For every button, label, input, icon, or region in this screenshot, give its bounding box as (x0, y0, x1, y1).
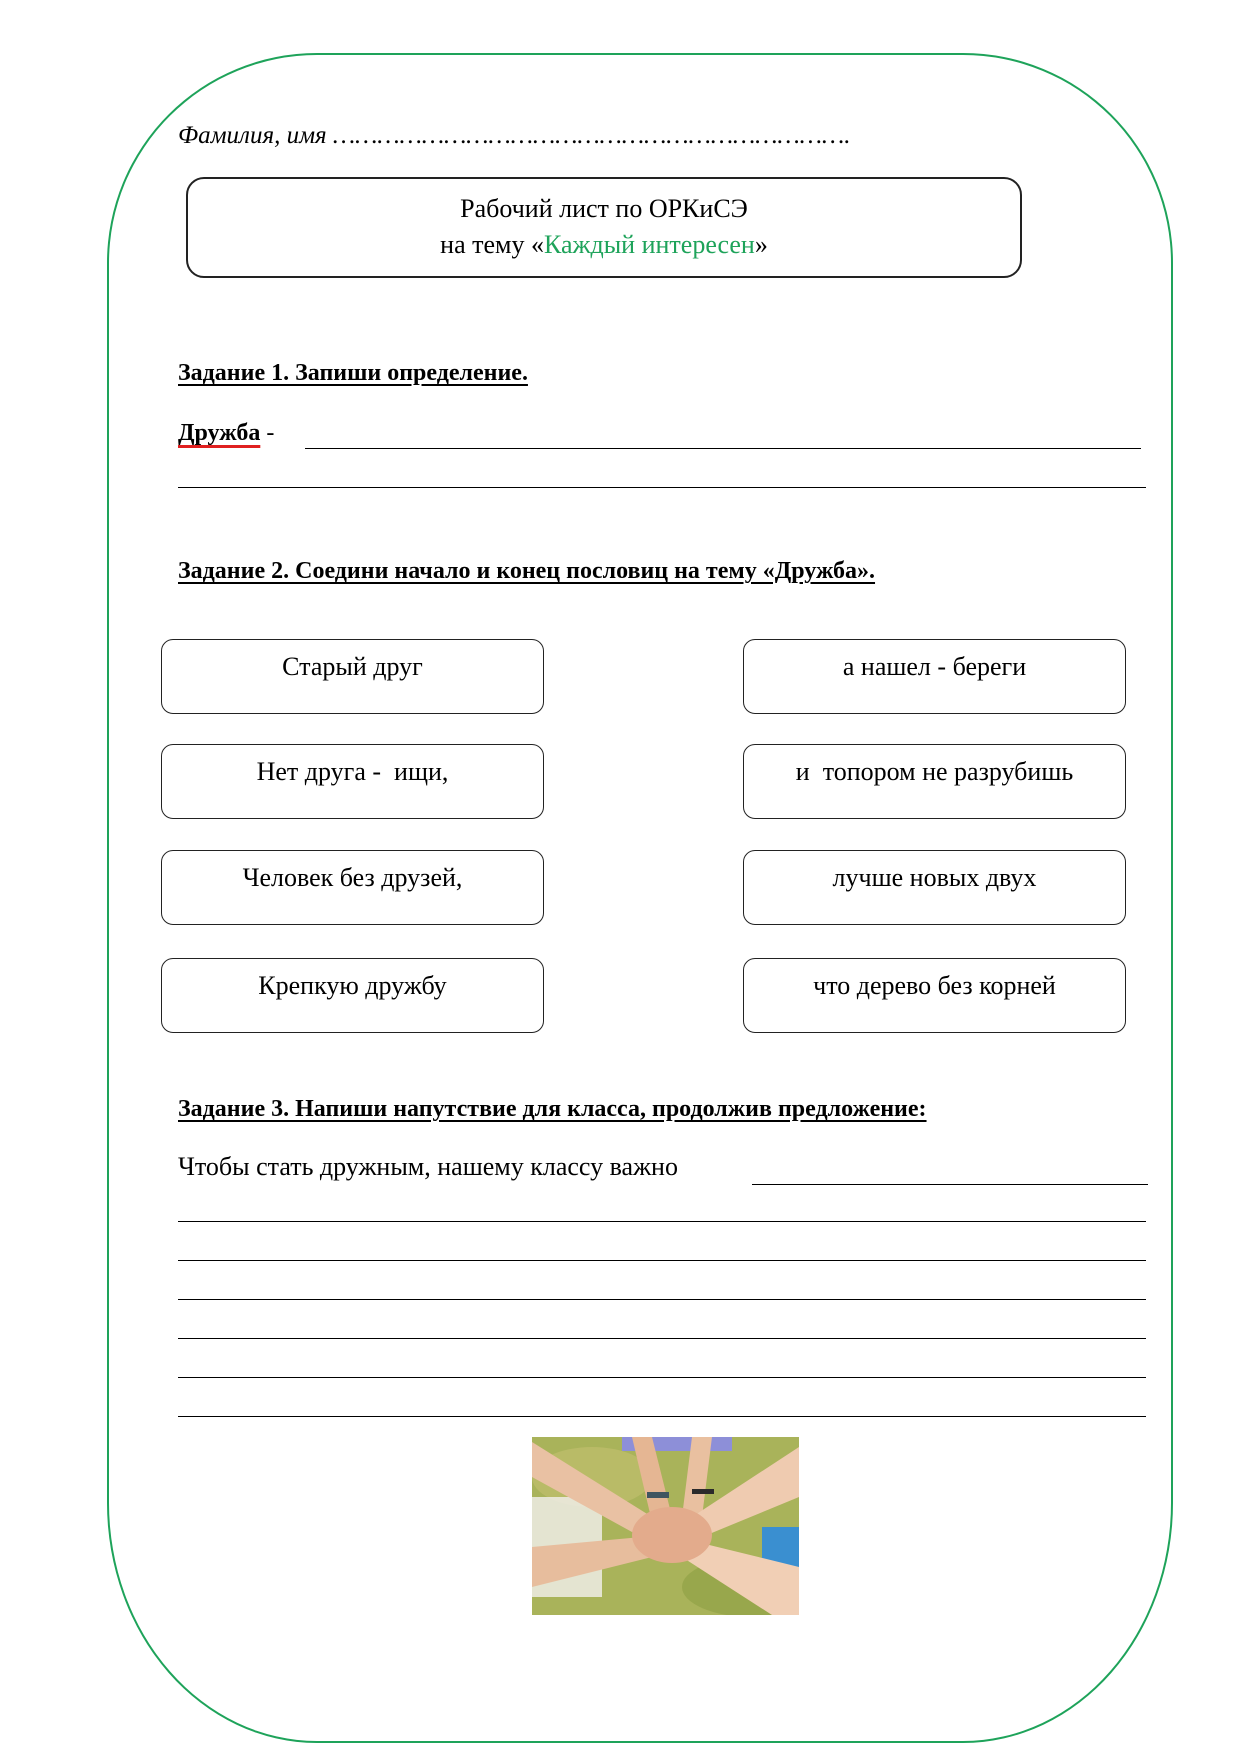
name-label: Фамилия, имя (178, 122, 327, 149)
title-suffix: » (754, 230, 768, 259)
prompt-sentence: Чтобы стать дружным, нашему классу важно (178, 1152, 678, 1181)
answer-line[interactable] (178, 1416, 1146, 1417)
proverb-end-box[interactable]: а нашел - береги (743, 639, 1126, 714)
name-dots: ……………………………………………………………. (332, 122, 851, 149)
answer-line[interactable] (178, 487, 1146, 488)
answer-line[interactable] (752, 1184, 1148, 1185)
answer-line[interactable] (305, 448, 1141, 449)
answer-line[interactable] (178, 1377, 1146, 1378)
proverb-start-box[interactable]: Нет друга - ищи, (161, 744, 544, 819)
task3-heading: Задание 3. Напиши напутствие для класса, продолжив предложение: (178, 1096, 927, 1122)
proverb-start-box[interactable]: Человек без друзей, (161, 850, 544, 925)
title-line-2 (188, 227, 1020, 263)
title-topic: Каждый интересен (543, 230, 755, 259)
hands-illustration (532, 1437, 799, 1615)
answer-line[interactable] (178, 1338, 1146, 1339)
definition-dash: - (260, 420, 275, 446)
stacked-hands-photo (532, 1437, 799, 1615)
proverb-end-box[interactable]: что дерево без корней (743, 958, 1126, 1033)
title-line-1: Рабочий лист по ОРКиСЭ (460, 194, 748, 223)
answer-line[interactable] (178, 1260, 1146, 1261)
task2-heading: Задание 2. Соедини начало и конец пословиц на тему «Дружба». (178, 558, 876, 584)
title-prefix: на тему « (440, 230, 544, 259)
task1-heading: Задание 1. Запиши определение. (178, 360, 528, 386)
definition-term: Дружба (178, 420, 261, 446)
proverb-end-box[interactable]: лучше новых двух (743, 850, 1126, 925)
name-field[interactable] (178, 122, 850, 150)
proverb-end-box[interactable]: и топором не разрубишь (743, 744, 1126, 819)
answer-line[interactable] (178, 1299, 1146, 1300)
proverb-start-box[interactable]: Крепкую дружбу (161, 958, 544, 1033)
definition-line (178, 420, 274, 447)
worksheet-title-box (186, 177, 1022, 278)
proverb-start-box[interactable]: Старый друг (161, 639, 544, 714)
answer-line[interactable] (178, 1221, 1146, 1222)
